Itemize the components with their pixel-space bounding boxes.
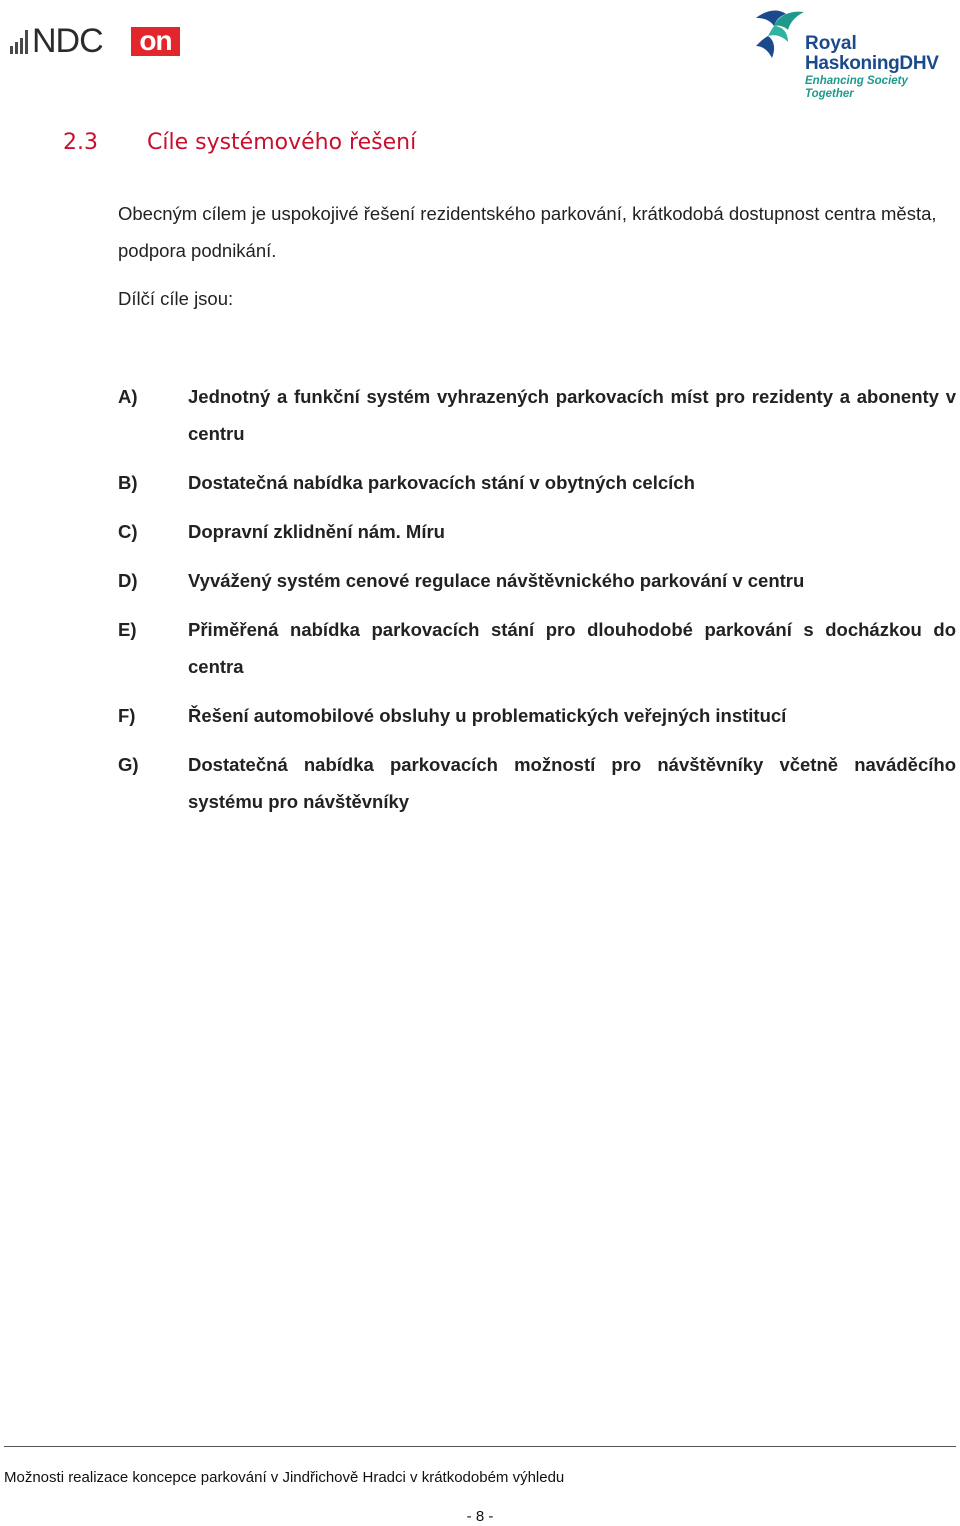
section-number: 2.3: [63, 130, 98, 155]
goal-item-f: [118, 697, 956, 734]
goal-text: Přiměřená nabídka parkovacích stání pro dlouhodobé parkování s docházkou do centra: [188, 619, 956, 677]
goal-item-d: [118, 562, 956, 599]
ndcon-logo-text: NDC: [32, 22, 103, 60]
logo-royal-text: Royal: [805, 33, 857, 54]
goal-letter: C): [118, 521, 138, 542]
footer-text: Možnosti realizace koncepce parkování v Jindřichově Hradci v krátkodobém výhledu: [4, 1469, 565, 1486]
goal-letter: G): [118, 754, 139, 775]
goal-letter: B): [118, 472, 138, 493]
goal-item-b: [118, 464, 956, 501]
bird-icon: [752, 4, 808, 66]
goal-text: Dostatečná nabídka parkovacích možností pro návštěvníky včetně naváděcího systému pro návštěvníky: [188, 754, 956, 812]
goal-item-e: [118, 611, 956, 685]
ndcon-logo-accent: on: [131, 27, 180, 56]
intro-paragraph: Obecným cílem je uspokojivé řešení rezidentského parkování, krátkodobá dostupnost centra města, podpora podnikání.: [118, 203, 937, 261]
section-title: Cíle systémového řešení: [147, 130, 417, 155]
goal-text: Dostatečná nabídka parkovacích stání v obytných celcích: [188, 472, 695, 493]
goal-text: Řešení automobilové obsluhy u problematických veřejných institucí: [188, 705, 787, 726]
goals-list: [118, 378, 956, 832]
goal-item-a: [118, 378, 956, 452]
logo-haskoningdhv-text: HaskoningDHV: [805, 53, 939, 74]
footer-divider: [4, 1446, 956, 1447]
goal-letter: E): [118, 619, 137, 640]
royal-haskoningdhv-logo: [752, 4, 952, 100]
goal-item-c: [118, 513, 956, 550]
goal-letter: F): [118, 705, 136, 726]
goal-letter: A): [118, 386, 138, 407]
goal-text: Vyvážený systém cenové regulace návštěvnického parkování v centru: [188, 570, 805, 591]
section-heading: [63, 130, 416, 155]
logo-tagline: Enhancing Society Together: [805, 75, 908, 100]
page-number: - 8 -: [466, 1508, 494, 1525]
goal-text: Dopravní zklidnění nám. Míru: [188, 521, 445, 542]
ndcon-logo-bars-icon: [10, 30, 32, 54]
goal-letter: D): [118, 570, 138, 591]
goal-item-g: [118, 746, 956, 820]
goal-text: Jednotný a funkční systém vyhrazených parkovacích míst pro rezidenty a abonenty v centru: [188, 386, 956, 444]
ndcon-logo: [10, 24, 172, 62]
subgoals-label: Dílčí cíle jsou:: [118, 288, 234, 309]
